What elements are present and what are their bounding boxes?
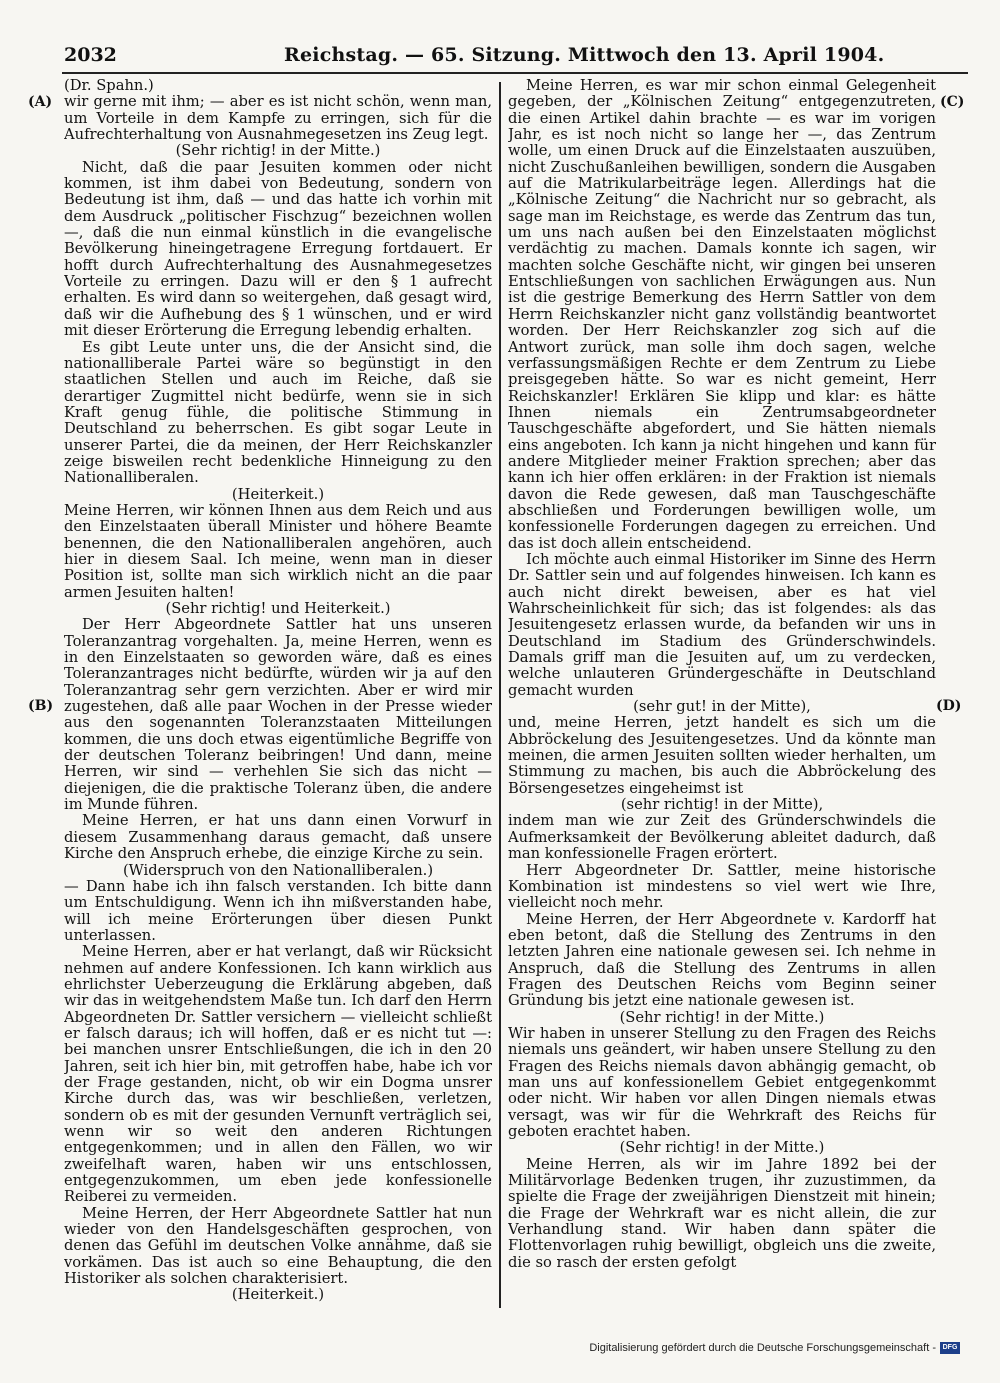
interjection: (sehr richtig! in der Mitte), xyxy=(620,796,824,814)
paragraph: Meine Herren, der Herr Abgeordnete v. Kardorff hat eben betont, daß die Stellung des Zentrums in den letzten Jahren eine nationale gewesen sei. Ich nehme in Anspruch, daß die Stellung des Zentrums in allen Fragen des Deutschen Reichs vom Beginn seiner Gründung bis jetzt eine nationale gewesen ist. xyxy=(508,910,936,1010)
interjection: (sehr gut! in der Mitte), xyxy=(633,698,811,716)
footer-credit-text: Digitalisierung gefördert durch die Deutsche Forschungsgemeinschaft - xyxy=(589,1342,936,1354)
right-text-column xyxy=(508,78,936,1308)
paragraph: Ich möchte auch einmal Historiker im Sinne des Herrn Dr. Sattler sein und auf folgendes hinweisen. Ich kann es auch nicht direkt beweisen, aber es hat viel Wahrscheinlichkeit für sich; das ist folgendes: als das Jesuitengesetz erlassen wurde, da befanden wir uns in Deutschland im Stadium des Gründerschwindels. Damals griff man die Jesuiten auf, um zu verdecken, welche unlauteren Gründergeschäfte in Deutschland gemacht wurden xyxy=(508,550,936,699)
paragraph: Meine Herren, aber er hat verlangt, daß wir Rücksicht nehmen auf andere Konfessionen. Ich kann wirklich aus ehrlichster Ueberzeugung die Erklärung abgeben, daß wir das in weitgehendstem Maße tun. Ich darf den Herrn Abgeordneten Dr. Sattler versichern — vielleicht schließt er falsch daraus; ich will hoffen, daß er es nicht tut —: bei manchen unsrer Entschließungen, die ich in den 20 Jahren, seit ich hier bin, mit getroffen habe, habe ich vor der Frage gestanden, nicht, ob wir ein Dogma unsrer Kirche durch das, was wir beschließen, verletzen, sondern ob es mit der gesunden Vernunft verträglich sei, wenn wir so weit den anderen Richtungen entgegenkommen; und in allen den Fällen, wo wir zweifelhaft waren, haben wir uns entschlossen, entgegenzukommen, um eben jede konfessionelle Reiberei zu vermeiden. xyxy=(64,943,492,1206)
paragraph: — Dann habe ich ihn falsch verstanden. Ich bitte dann um Entschuldigung. Wenn ich ihn mißverstanden habe, will ich meine Erörterungen über diesen Punkt unterlassen. xyxy=(64,877,492,944)
paragraph: Meine Herren, als wir im Jahre 1892 bei der Militärvorlage Bedenken trugen, ihr zuzustimmen, da spielte die Frage der zweijährigen Dienstzeit mit hinein; die Frage der Wehrkraft war es nicht allein, die zur Verhandlung stand. Wir haben dann später die Flottenvorlagen ruhig bewilligt, obgleich uns die zweite, die so rasch der ersten gefolgt xyxy=(508,1155,936,1271)
header-rule xyxy=(62,72,968,74)
page-header xyxy=(64,44,966,70)
paragraph: Meine Herren, wir können Ihnen aus dem Reich und aus den Einzelstaaten überall Minister und höhere Beamte benennen, die den Nationalliberalen angehören, auch hier in diesem Saal. Ich meine, wenn man in dieser Position ist, sollte man sich wirklich nicht an die paar armen Jesuiten halten! xyxy=(64,501,492,601)
paragraph: Herr Abgeordneter Dr. Sattler, meine historische Kombination ist mindestens so viel wert wie Ihre, vielleicht noch mehr. xyxy=(508,861,936,912)
interjection: (Heiterkeit.) xyxy=(231,1286,325,1304)
page-running-title: Reichstag. — 65. Sitzung. Mittwoch den 13. April 1904. xyxy=(284,44,885,66)
interjection: (Sehr richtig! in der Mitte.) xyxy=(619,1008,825,1026)
paragraph: Meine Herren, es war mir schon einmal Gelegenheit gegeben, der „Kölnischen Zeitung“ entgegenzutreten, die einen Artikel dahin brachte — es war im vorigen Jahr, es ist noch nicht so lange her —, das Zentrum wolle, um einen Druck auf die Einzelstaaten auszuüben, nicht Zuschußanleihen bewilligen, sondern die Ausgaben auf die Matrikularbeiträge legen. Allerdings hat die „Kölnische Zeitung“ die Nachricht nur so gebracht, als sage man im Reichstage, es werde das Zentrum das tun, um uns nach außen bei den Einzelstaaten möglichst verdächtig zu machen. Damals konnte ich sagen, wir machten solche Geschäfte nicht, wir gingen bei unseren Entschließungen von sachlichen Erwägungen aus. Nun ist die gestrige Bemerkung des Herrn Sattler von dem Herrn Reichskanzler nicht ganz vollständig beantwortet worden. Der Herr Reichskanzler zog sich auf die Antwort zurück, man solle ihm doch sagen, welche verfassungsmäßigen Rechte er dem Zentrum zu Liebe preisgegeben hätte. So war es nicht gemeint, Herr Reichskanzler! Erklären Sie klipp und klar: es hätte Ihnen niemals ein Zentrumsabgeordneter Tauschgeschäfte abgefordert, und Sie hätten niemals eins angeboten. Ich kann ja nicht hingehen und kann für andere Mitglieder meiner Fraktion sprechen; aber das kann ich hier offen erklären: in der Fraktion ist niemals davon die Rede gewesen, daß man Tauschgeschäfte abschließen und Forderungen bewilligen wolle, um konfessionelle Forderungen dagegen zu erreichen. Und das ist doch allein entscheidend. xyxy=(508,78,936,552)
dfg-logo: DFG xyxy=(940,1342,960,1354)
paragraph: indem man wie zur Zeit des Gründerschwindels die Aufmerksamkeit der Bevölkerung ableitet dadurch, daß man konfessionelle Fragen erörtert. xyxy=(508,812,936,863)
interjection: (Sehr richtig! und Heiterkeit.) xyxy=(165,600,391,617)
interjection: (Heiterkeit.) xyxy=(231,485,325,503)
footer-credit xyxy=(589,1342,960,1354)
paragraph: Meine Herren, der Herr Abgeordnete Sattler hat nun wieder von den Handelsgeschäften gesprochen, von denen das Gefühl im deutschen Volke annähme, daß sie vorkämen. Das ist auch so eine Behauptung, die den Historiker als solchen charakterisiert. xyxy=(64,1204,492,1288)
margin-mark-d: (D) xyxy=(936,698,962,714)
margin-mark-a: (A) xyxy=(28,94,53,110)
paragraph: und, meine Herren, jetzt handelt es sich um die Abbröckelung des Jesuitengesetzes. Und da könnte man meinen, die armen Jesuiten sollten wieder herhalten, um Stimmung zu machen, bis auch die Abbröckelung des Börsengesetzes eingeheimst ist xyxy=(508,714,936,797)
left-text-column xyxy=(64,78,492,1308)
paragraph: Meine Herren, er hat uns dann einen Vorwurf in diesem Zusammenhang daraus gemacht, daß unsere Kirche den Anspruch erhebe, die einzige Kirche zu sein. xyxy=(64,812,492,863)
paragraph: Es gibt Leute unter uns, die der Ansicht sind, die nationalliberale Partei wäre so begünstigt in den staatlichen Stellen und auch im Reiche, daß sie derartiger Zugmittel nicht bedürfe, wenn sie in sich Kraft genug fühle, die politische Stimmung in Deutschland zu beherrschen. Es gibt sogar Leute in unserer Partei, die da meinen, der Herr Reichskanzler zeige bisweilen recht bedenkliche Hinneigung zu den Nationalliberalen. xyxy=(64,338,492,487)
margin-mark-b: (B) xyxy=(28,698,54,714)
interjection: (Sehr richtig! in der Mitte.) xyxy=(175,142,381,160)
paragraph: wir gerne mit ihm; — aber es ist nicht schön, wenn man, um Vorteile in dem Kampfe zu erringen, sich für die Aufrechterhaltung von Ausnahmegesetzen ins Zeug legt. xyxy=(64,93,492,144)
column-divider xyxy=(499,82,501,1308)
paragraph: Nicht, daß die paar Jesuiten kommen oder nicht kommen, ist ihm dabei von Bedeutung, sondern von Bedeutung ist ihm, daß — und das hatte ich vorhin mit dem Ausdruck „politischer Fischzug“ bezeichnen wollen —, daß die nun einmal künstlich in die evangelische Bevölkerung hineingetragene Erregung fortdauert. Er hofft durch Aufrechterhaltung des Ausnahmegesetzes Vorteile zu erringen. Dazu will er den § 1 aufrecht erhalten. Es wird dann so weitergehen, daß gesagt wird, daß wir die Aufhebung des § 1 wünschen, und er wird mit dieser Erörterung die Erregung lebendig erhalten. xyxy=(64,158,492,340)
paragraph: (Dr. Spahn.) xyxy=(64,78,154,94)
interjection: (Widerspruch von den Nationalliberalen.) xyxy=(122,861,434,879)
page-number: 2032 xyxy=(64,44,117,66)
paragraph: Wir haben in unserer Stellung zu den Fragen des Reichs niemals uns geändert, wir haben unsere Stellung zu den Fragen des Reichs niemals davon abhängig gemacht, ob man uns auf konfessionellem Gebiet entgegenkommt oder nicht. Wir haben vor allen Dingen niemals etwas versagt, was wir für die Wehrkraft des Reichs für geboten erachtet haben. xyxy=(508,1024,936,1140)
margin-mark-c: (C) xyxy=(940,94,965,110)
paragraph: Der Herr Abgeordnete Sattler hat uns unseren Toleranzantrag vorgehalten. Ja, meine Herren, wenn es in den Einzelstaaten so geworden wäre, daß es eines Toleranzantrages nicht bedürfte, würden wir ja auf den Toleranzantrag sehr gern verzichten. Aber er wird mir zugestehen, daß alle paar Wochen in der Presse wieder aus den sogenannten Toleranzstaaten Mitteilungen kommen, die uns doch etwas eigentümliche Begriffe von der deutschen Toleranz beibringen! Und dann, meine Herren, wir sind — verhehlen Sie sich das nicht — diejenigen, die die praktische Toleranz üben, die andere im Munde führen. xyxy=(64,616,492,814)
interjection: (Sehr richtig! in der Mitte.) xyxy=(619,1139,825,1157)
